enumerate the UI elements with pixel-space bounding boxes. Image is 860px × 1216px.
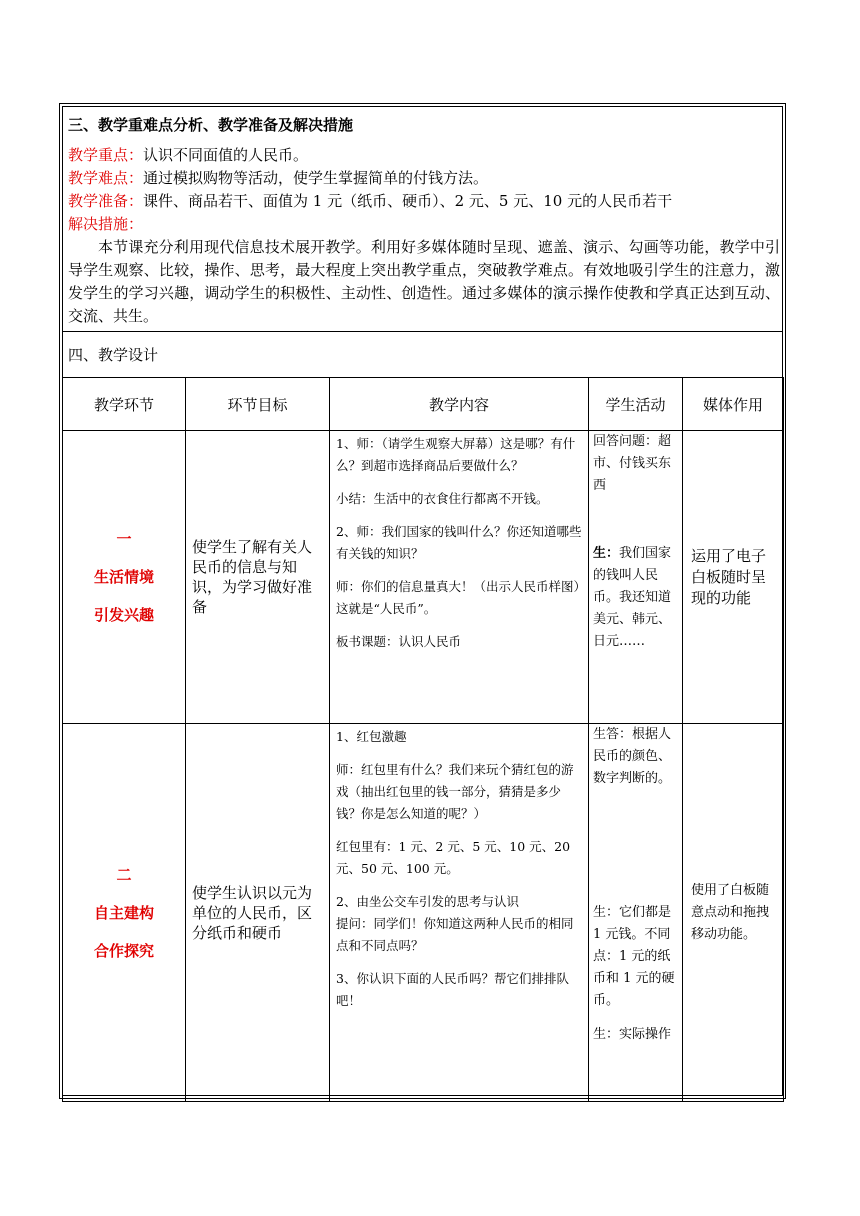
- media-cell: 运用了电子白板随时呈现的功能: [683, 431, 784, 724]
- difficulty-text: 通过模拟购物等活动，使学生掌握简单的付钱方法。: [143, 169, 489, 187]
- header-media: 媒体作用: [683, 378, 784, 431]
- table-row: [63, 724, 784, 1102]
- activity-item: [593, 543, 678, 653]
- activity-item: 生答：根据人民币的颜色、数字判断的。: [593, 727, 672, 786]
- measures-text: 本节课充分利用现代信息技术展开教学。利用好多媒体随时呈现、遮盖、演示、勾画等功能，教学中引导学生观察、比较，操作、思考，最大程度上突出教学重点，突破教学难点。有效地吸引学生的注意力，激发学生的学习兴趣，调动学生的积极性、主动性、创造性。通过多媒体的演示操作使教和学真正达到互动、交流、共生。: [68, 238, 780, 325]
- content-item: 2、由坐公交车引发的思考与认识: [336, 894, 519, 909]
- header-goal: 环节目标: [186, 378, 330, 431]
- stage-cell: [63, 431, 186, 724]
- stage-title-2: 合作探究: [93, 941, 154, 960]
- preparation-text: 课件、商品若干、面值为 1 元（纸币、硬币）、2 元、5 元、10 元的人民币若干: [143, 192, 673, 210]
- stage-number: 二: [116, 865, 132, 884]
- content-item: 红包里有：1 元、2 元、5 元、10 元、20 元、50 元、100 元。: [336, 839, 571, 876]
- stage-cell: [63, 724, 186, 1102]
- table-row: [63, 431, 784, 724]
- header-stage: 教学环节: [63, 378, 186, 431]
- activity-label: 生：: [593, 546, 620, 561]
- header-content: 教学内容: [330, 378, 589, 431]
- content-item: 小结：生活中的衣食住行都离不开钱。: [336, 491, 549, 506]
- divider-line: [62, 331, 783, 332]
- content-item: 板书课题：认识人民币: [336, 634, 462, 649]
- difficulty: [68, 167, 780, 190]
- section-3-title: 三、教学重难点分析、教学准备及解决措施: [68, 116, 354, 134]
- table-header-row: [63, 378, 784, 431]
- content-item: 3、你认识下面的人民币吗？帮它们排排队吧！: [336, 971, 569, 1008]
- stage-title-2: 引发兴趣: [93, 606, 154, 624]
- content-item: 师：红包里有什么？我们来玩个猜红包的游戏（抽出红包里的钱一部分，猜猜是多少钱？你是怎么知道的呢？）: [336, 762, 574, 821]
- section-3: [68, 114, 780, 328]
- goal-cell: 使学生了解有关人民币的信息与知识，为学习做好准备: [186, 431, 330, 724]
- stage-number: 一: [116, 530, 132, 548]
- media-cell: 使用了白板随意点动和拖拽移动功能。: [683, 724, 784, 1102]
- goal-cell: 使学生认识以元为单位的人民币，区分纸币和硬币: [186, 724, 330, 1102]
- stage-title-1: 自主建构: [93, 903, 154, 922]
- preparation-label: 教学准备：: [68, 192, 144, 210]
- header-activity: 学生活动: [589, 378, 683, 431]
- key-point-label: 教学重点：: [68, 146, 144, 164]
- key-point-text: 认识不同面值的人民币。: [143, 146, 309, 164]
- content-item: 2、师：我们国家的钱叫什么？你还知道哪些有关钱的知识？: [336, 524, 582, 561]
- activity-cell: [589, 431, 683, 724]
- content-item: 师：你们的信息量真大！（出示人民币样图）这就是“人民币”。: [336, 579, 580, 616]
- preparation: [68, 190, 780, 213]
- content-item: 提问：同学们！你知道这两种人民币的相同点和不同点吗？: [336, 916, 574, 953]
- activity-cell: [589, 724, 683, 1102]
- key-point: [68, 144, 780, 167]
- stage-title-1: 生活情境: [93, 568, 154, 586]
- activity-text: 我们国家的钱叫人民币。我还知道美元、韩元、日元……: [593, 546, 672, 649]
- measures-label: 解决措施：: [68, 215, 144, 233]
- activity-item: 生：它们都是 1 元钱。不同点：1 元的纸币和 1 元的硬币。: [593, 905, 675, 1008]
- content-cell: [330, 724, 589, 1102]
- design-table: [62, 377, 784, 1102]
- activity-item: 生：实际操作: [593, 1027, 672, 1042]
- content-item: 1、红包激趣: [336, 729, 407, 744]
- difficulty-label: 教学难点：: [68, 169, 144, 187]
- content-item: 1、师：（请学生观察大屏幕）这是哪？有什么？到超市选择商品后要做什么？: [336, 436, 576, 473]
- activity-item: 回答问题：超市、付钱买东西: [593, 434, 672, 493]
- content-cell: [330, 431, 589, 724]
- section-4-title: 四、教学设计: [68, 346, 159, 364]
